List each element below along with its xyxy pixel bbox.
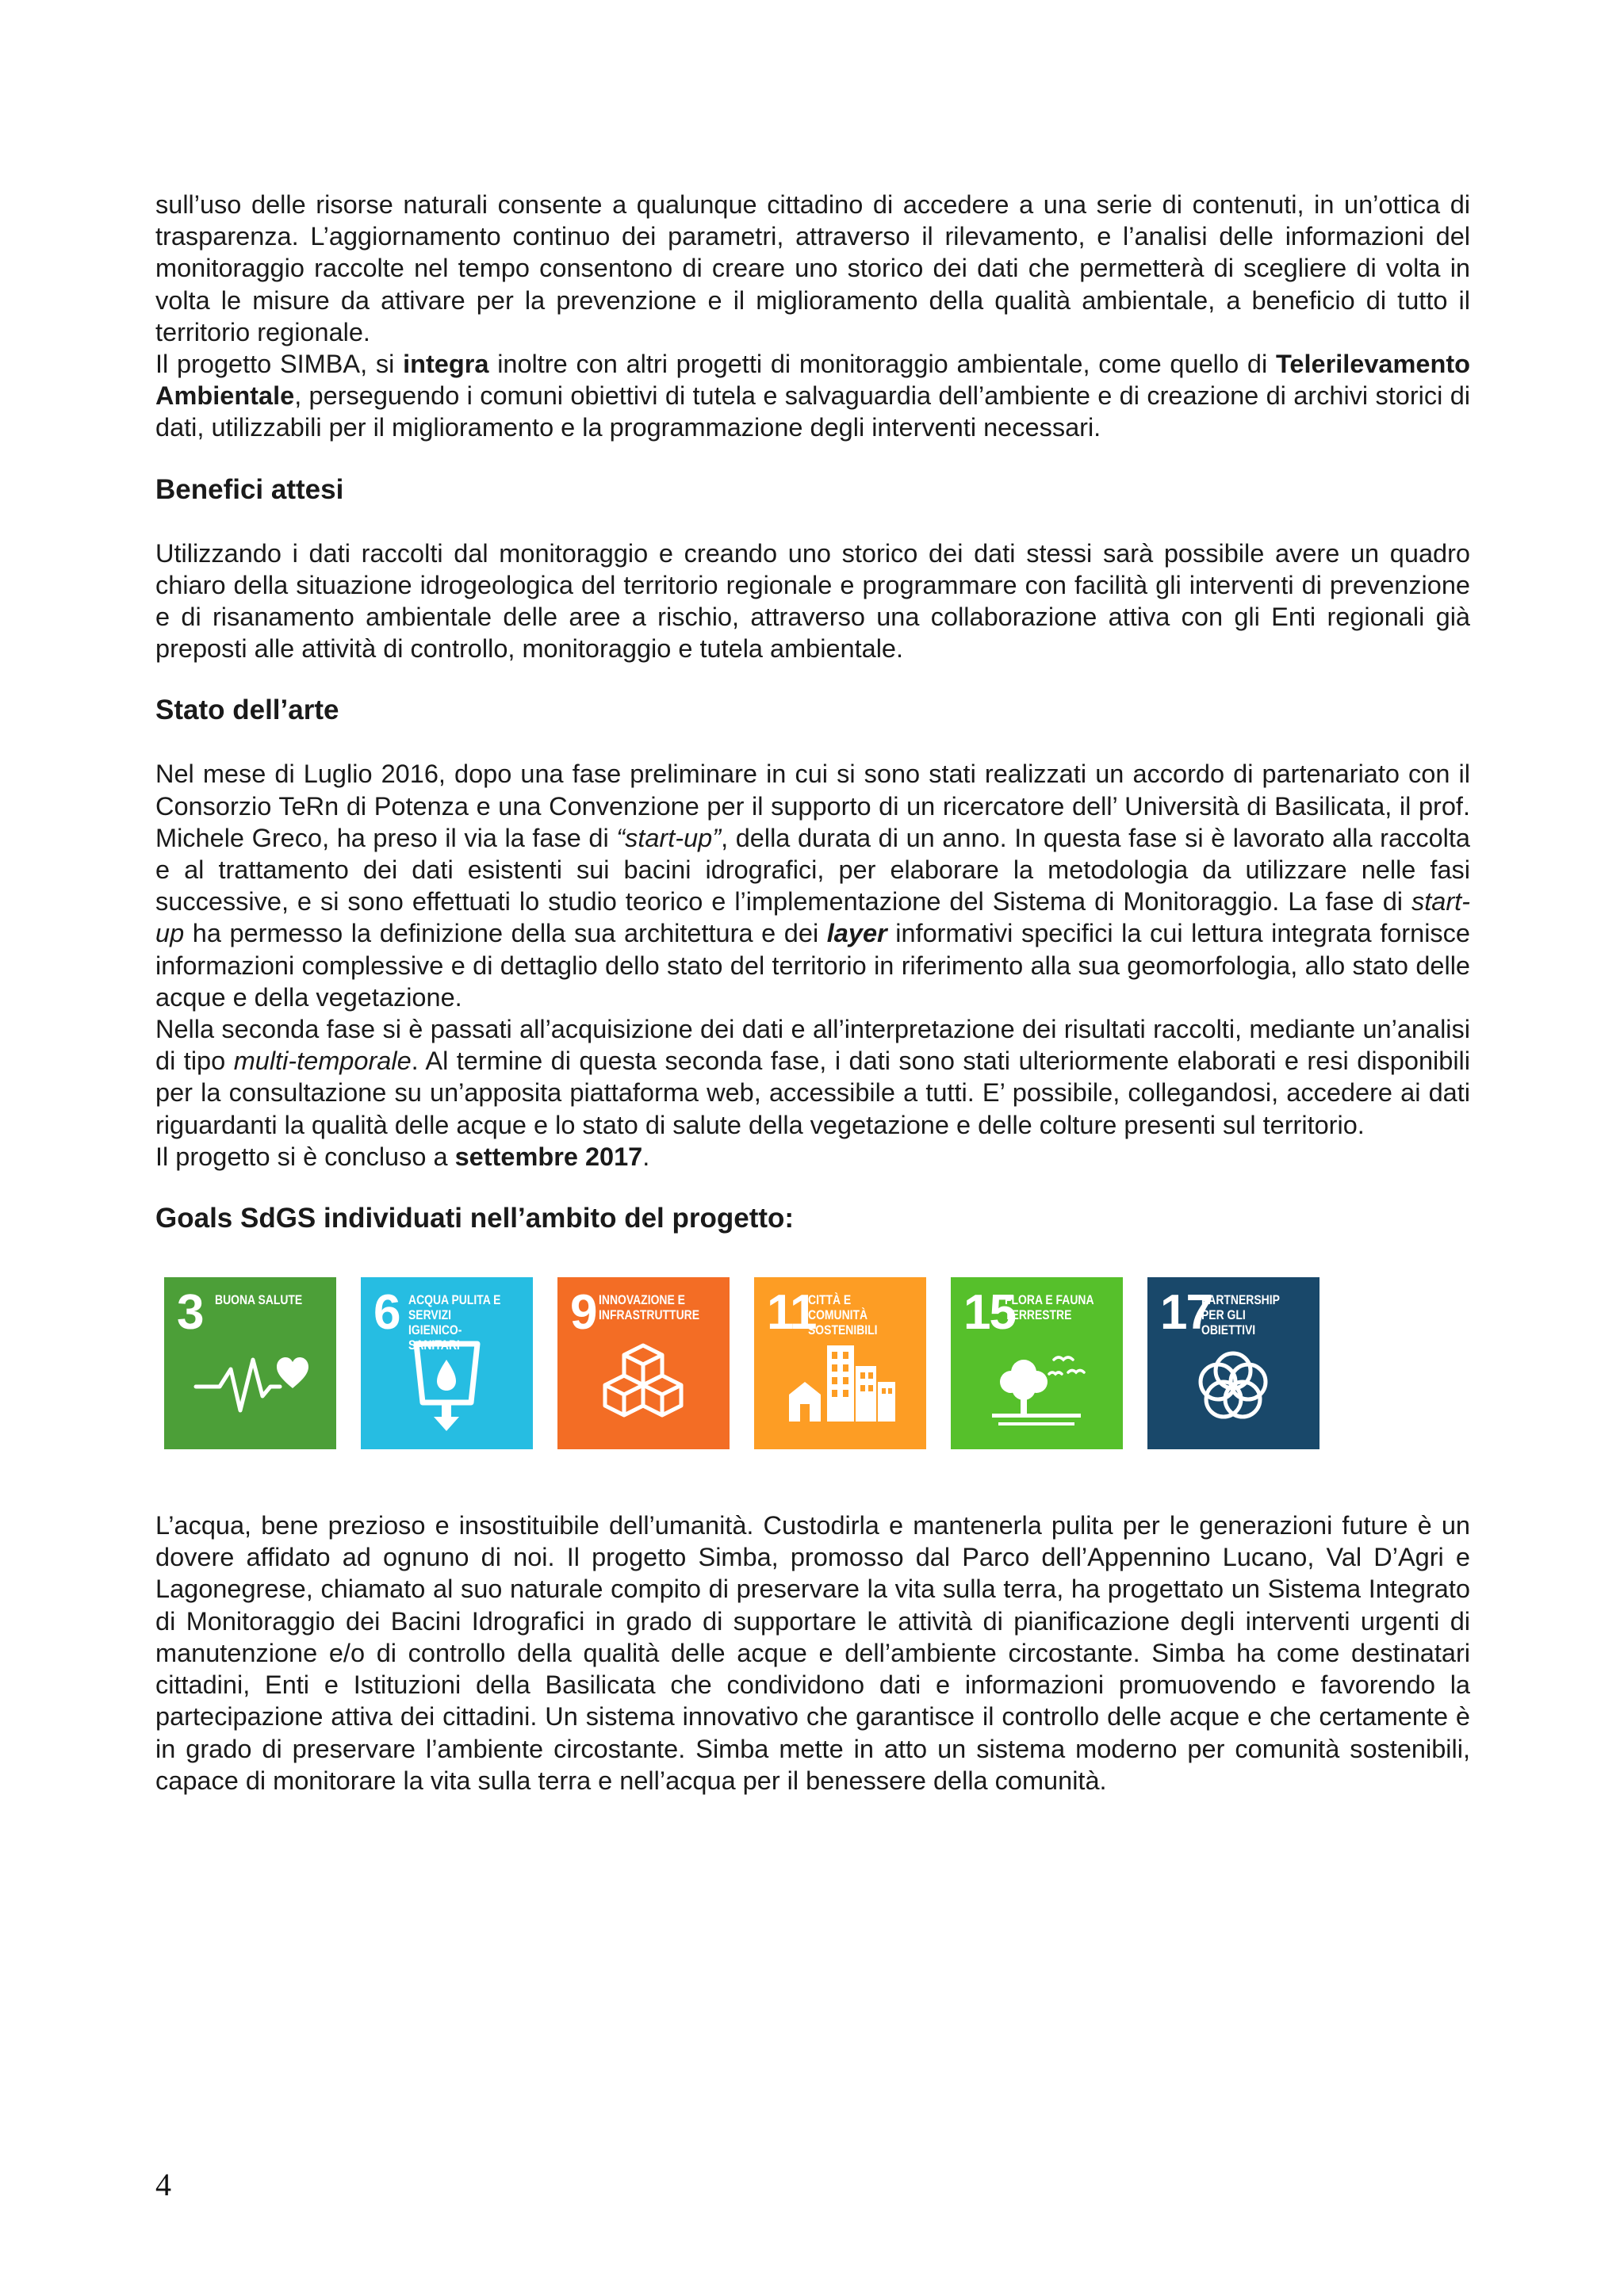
text-run: Il progetto SIMBA, si — [155, 350, 404, 379]
city-icon — [754, 1277, 926, 1449]
intro-paragraph-1: sull’uso delle risorse naturali consente a qualunque cittadino di accedere a una serie di contenuti, in un’ottica di trasparenza. L’aggiornamento continuo dei parametri, attraverso il rilevamento, e l’analisi delle informazioni del monitoraggio raccolte nel tempo consentono di creare uno storico dei dati che permetterà di scegliere di volta in volta le misure da attivare per la prevenzione e il miglioramento della qualità ambientale, a beneficio di tutto il territorio regionale. — [155, 190, 1470, 346]
sdg-number: 9 — [570, 1285, 596, 1341]
bold-telerilevamento: Telerilevamento Ambientale — [155, 350, 1471, 411]
sdg-label: INNOVAZIONE E INFRASTRUTTURE — [599, 1292, 700, 1323]
intro-paragraph-2 — [155, 348, 1470, 444]
page-number: 4 — [155, 2167, 171, 2202]
sdg-label: CITTÀ E COMUNITÀ SOSTENIBILI — [808, 1292, 878, 1338]
sdg-number: 6 — [373, 1285, 400, 1341]
sdg-tile-3 — [164, 1277, 336, 1449]
sdg-number: 17 — [1160, 1285, 1212, 1341]
text-run: Nella seconda fase si è passati all’acquisizione dei dati e all’interpretazione dei risultati raccolti, mediante un’analisi di tipo — [155, 1015, 1470, 1076]
heading-goals: Goals SdGS individuati nell’ambito del progetto: — [155, 1203, 795, 1234]
bold-italic-layer: layer — [826, 919, 887, 948]
sdg-tile-17 — [1147, 1277, 1320, 1449]
heading-benefici: Benefici attesi — [155, 473, 344, 505]
italic-start-up-quoted: “start-up” — [616, 823, 722, 852]
rings-icon — [1147, 1277, 1320, 1449]
text-run: , della durata di un anno. In questa fase si è lavorato alla raccolta e al trattamento dei dati esistenti sui bacini idrografici, per elaborare la metodologia da utilizzare nelle fasi successive, e si sono effettuati lo studio teorico e l’implementazione del Sistema di Monitoraggio. La fase di — [155, 823, 1470, 916]
cubes-icon — [557, 1277, 730, 1449]
text-run: . Al termine di questa seconda fase, i dati sono stati ulteriormente elaborati e resi disponibili per la consultazione su un’apposita piattaforma web, accessibile a tutti. E’ possibile, collegandosi, accedere ai dati riguardanti la qualità delle acque e lo stato di salute della vegetazione e delle colture presenti sul territorio. — [155, 1047, 1470, 1139]
page-content — [155, 189, 1470, 1797]
italic-multi-temporale: multi-temporale — [233, 1047, 412, 1076]
bold-settembre: settembre 2017 — [454, 1142, 643, 1171]
text-run: inoltre con altri progetti di monitoraggio ambientale, come quello di — [488, 350, 1276, 379]
section-stato — [155, 693, 1470, 1173]
sdg-number: 15 — [963, 1285, 1015, 1341]
sdg-label: ACQUA PULITA E SERVIZI IGIENICO-SANITARI — [408, 1292, 501, 1353]
text-run: . — [642, 1142, 650, 1171]
sdg-number: 3 — [177, 1285, 203, 1341]
section-goals — [155, 1201, 1470, 1449]
tree-birds-icon — [951, 1277, 1123, 1449]
italic-start-up: start-up — [155, 887, 1470, 948]
text-run: informativi specifici la cui lettura integrata fornisce informazioni complessive e di dettaglio dello stato del territorio in riferimento alla sua geomorfologia, allo stato delle acque e della vegetazione. — [155, 919, 1470, 1012]
text-run: Nel mese di Luglio 2016, dopo una fase preliminare in cui si sono stati realizzati un accordo di partenariato con il Consorzio TeRn di Potenza e una Convenzione per il supporto di un ricercatore dell’ Università di Basilicata, il prof. Michele Greco, ha preso il via la fase di — [155, 760, 1470, 852]
heartbeat-icon — [164, 1277, 336, 1449]
stato-paragraph-1 — [155, 758, 1470, 1013]
heading-stato: Stato dell’arte — [155, 695, 339, 726]
text-run: , perseguendo i comuni obiettivi di tutela e salvaguardia dell’ambiente e di creazione di archivi storici di dati, utilizzabili per il miglioramento e la programmazione degli interventi necessari. — [155, 381, 1470, 442]
sdg-tile-15 — [951, 1277, 1123, 1449]
sdg-label: BUONA SALUTE — [215, 1292, 303, 1308]
benefici-paragraph: Utilizzando i dati raccolti dal monitoraggio e creando uno storico dei dati stessi sarà possibile avere un quadro chiaro della situazione idrogeologica del territorio regionale e programmare con facilità gli interventi di prevenzione e di risanamento ambientale delle aree a rischio, attraverso una collaborazione attiva con gli Enti regionali già preposti alle attività di controllo, monitoraggio e tutela ambientale. — [155, 538, 1470, 664]
sdg-tile-11 — [754, 1277, 926, 1449]
sdg-tile-6 — [361, 1277, 533, 1449]
sdg-label: FLORA E FAUNA TERRESTRE — [1005, 1292, 1094, 1323]
sdg-tile-9 — [557, 1277, 730, 1449]
sdg-tiles — [164, 1277, 1470, 1449]
sdg-number: 11 — [767, 1285, 816, 1341]
stato-paragraph-2 — [155, 1013, 1470, 1141]
text-run: Il progetto si è concluso a — [155, 1142, 455, 1171]
closing-paragraph: L’acqua, bene prezioso e insostituibile dell’umanità. Custodirla e mantenerla pulita per le generazioni future è un dovere affidato ad ognuno di noi. Il progetto Simba, promosso dal Parco dell’Appennino Lucano, Val D’Agri e Lagonegrese, chiamato al suo naturale compito di preservare la vita sulla terra, ha progettato un Sistema Integrato di Monitoraggio dei Bacini Idrografici in grado di supportare le attività di pianificazione degli interventi urgenti di manutenzione e/o di controllo della qualità delle acque e dell’ambiente circostante. Simba ha come destinatari cittadini, Enti e Istituzioni della Basilicata che condividono dati e informazioni promuovendo e favorendo la partecipazione attiva dei cittadini. Un sistema innovativo che garantisce il controllo delle acque e che certamente è in grado di preservare l’ambiente circostante. Simba mette in atto un sistema moderno per comunità sostenibili, capace di monitorare la vita sulla terra e nell’acqua per il benessere della comunità. — [155, 1511, 1470, 1795]
text-run: ha permesso la definizione della sua architettura e dei — [184, 919, 827, 948]
water-drop-icon — [361, 1277, 533, 1449]
bold-integra: integra — [403, 350, 489, 379]
stato-paragraph-3 — [155, 1141, 1470, 1173]
section-benefici — [155, 473, 1470, 665]
sdg-label: PARTNERSHIP PER GLI OBIETTIVI — [1201, 1292, 1280, 1338]
